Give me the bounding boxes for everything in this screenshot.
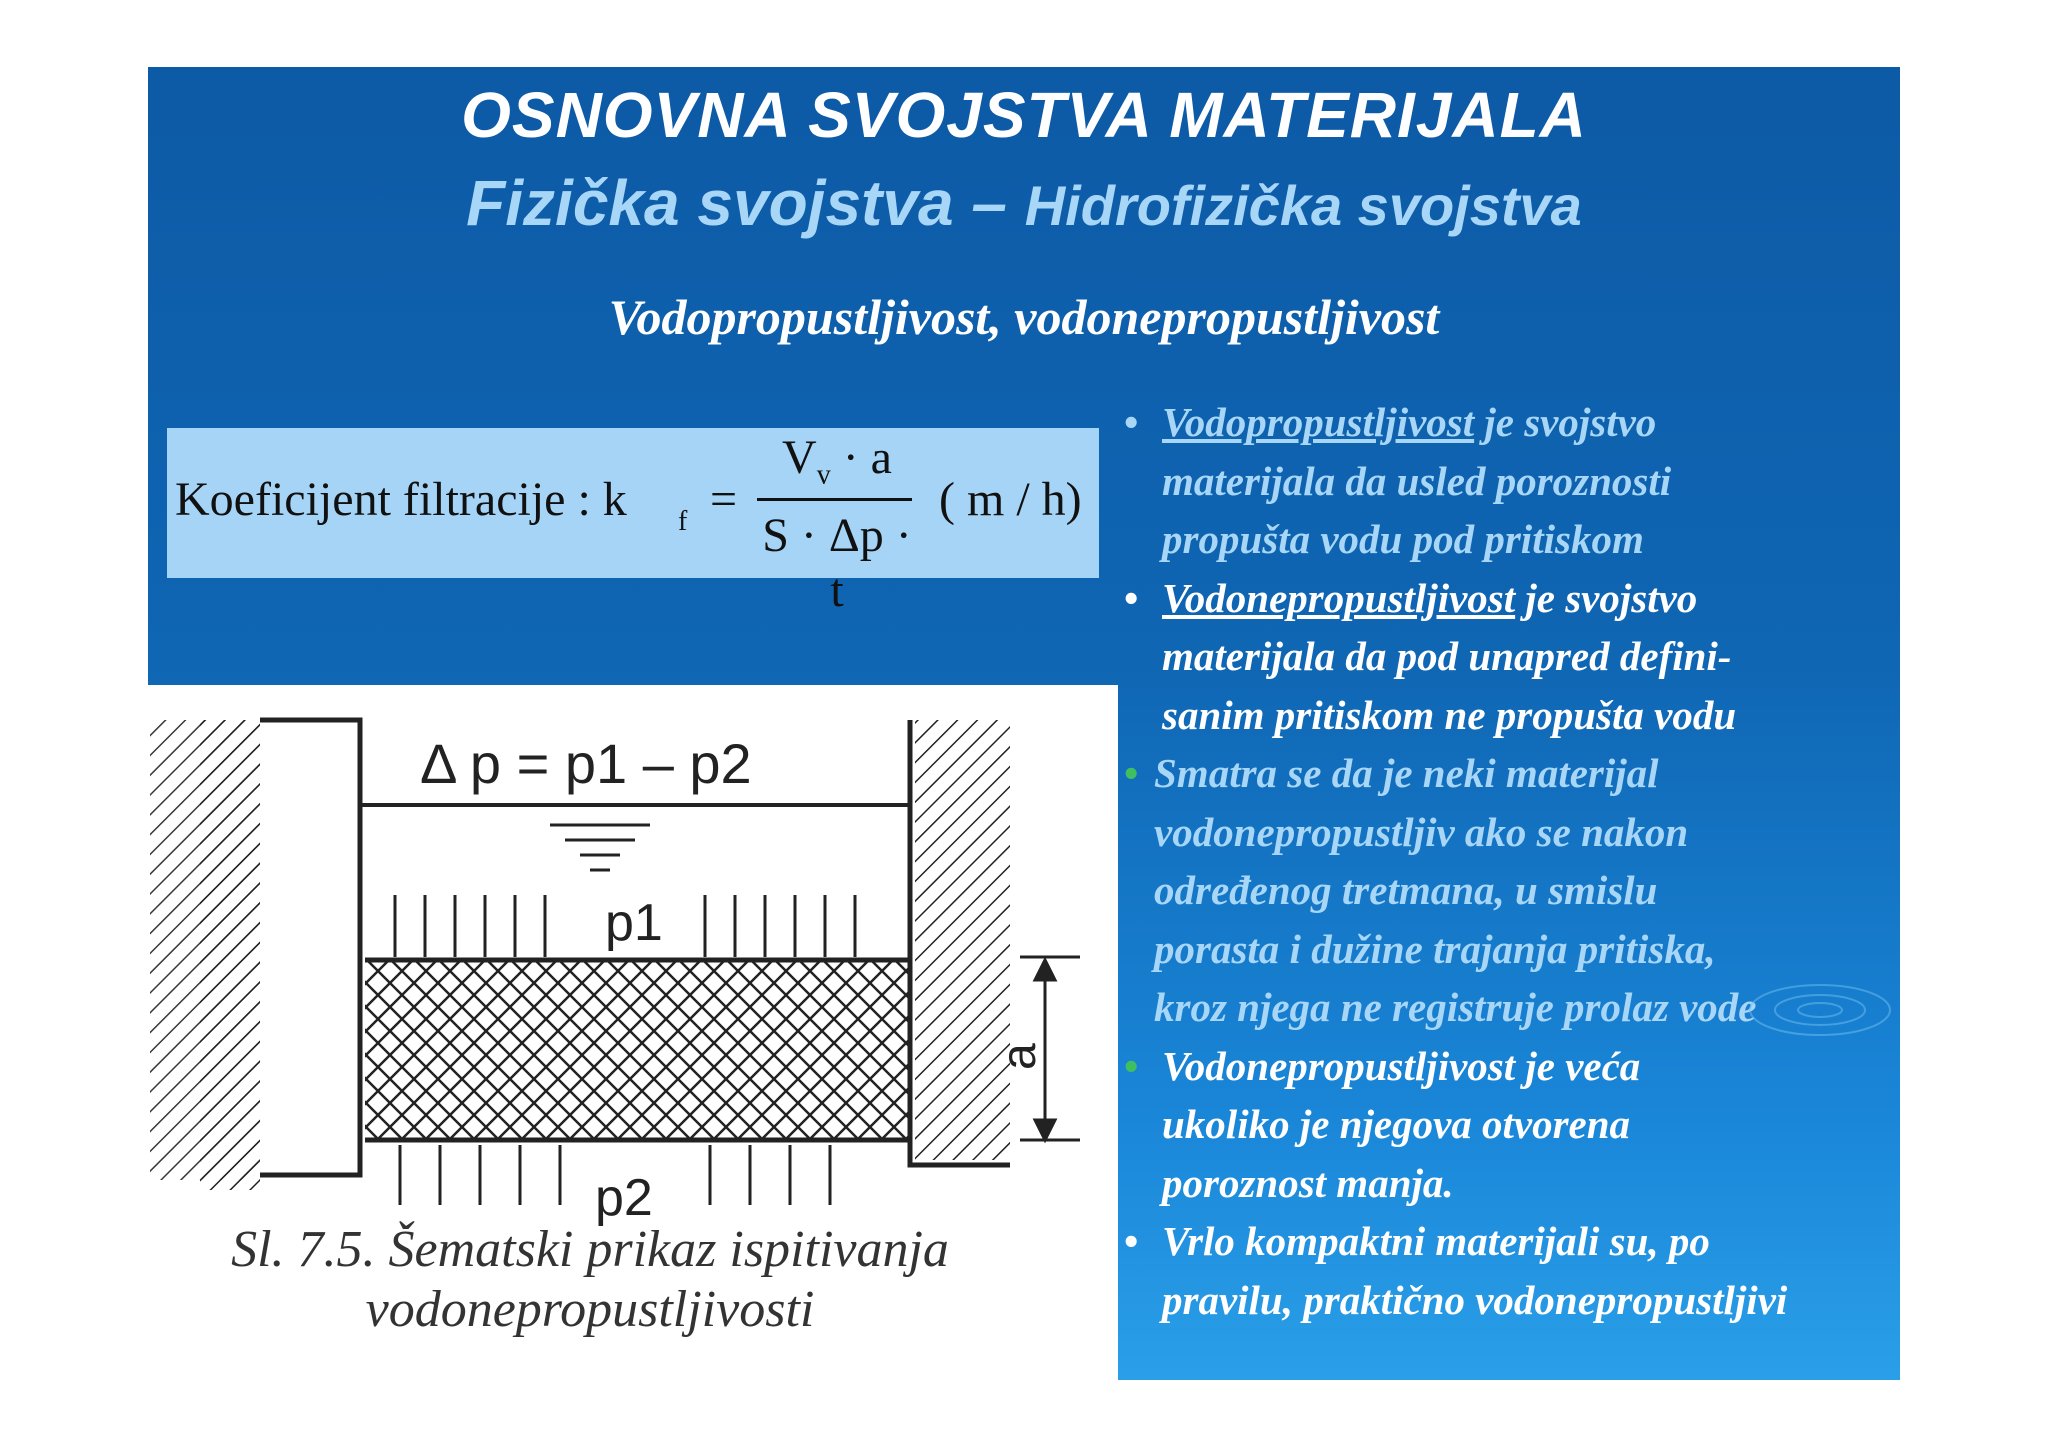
bullet-dot-icon: •: [1124, 399, 1139, 445]
water-level-icon: [550, 825, 650, 870]
bullet-dot-icon: •: [1124, 750, 1139, 796]
bullet-text: Vodonepropustljivost je veća ukoliko je njegova otvorena poroznost manja.: [1162, 1042, 1641, 1206]
numerator-main: V: [782, 431, 817, 484]
pressure-equation: Δ p = p1 – p2: [420, 732, 752, 795]
left-wall-outer-hatch: [150, 720, 260, 1180]
bullet-1: [1124, 393, 1904, 569]
bullet-2: [1124, 569, 1904, 745]
bullet-term: Vodonepropustljivost: [1162, 574, 1516, 621]
formula-numerator: [757, 430, 917, 492]
fraction-line: [757, 498, 912, 501]
bullet-dot-icon: •: [1124, 574, 1139, 621]
water-ripple-decoration: [1700, 930, 1900, 1080]
bullet-term: Vodopropustljivost: [1162, 399, 1475, 445]
material-sample: [365, 960, 910, 1140]
numerator-sub: v: [816, 459, 831, 491]
page-subtitle: [148, 166, 1900, 240]
bullet-body: je svojstvo materijala da pod unapred defini- sanim pritiskom ne propušta vodu: [1162, 574, 1737, 738]
section-heading: Vodopropustljivost, vodonepropustljivost: [608, 289, 1440, 345]
filtration-diagram: [150, 695, 1090, 1255]
bullet-text: Vrlo kompaktni materijali su, po pravilu, praktično vodonepropustljivi: [1162, 1218, 1788, 1323]
page-title: OSNOVNA SVOJSTVA MATERIJALA: [461, 79, 1587, 151]
formula-denominator: S · Δp · t: [762, 509, 912, 617]
formula-box: [167, 428, 1099, 617]
bullet-5: [1124, 1212, 1904, 1329]
formula-unit: ( m / h): [939, 473, 1082, 526]
bullet-dot-icon: •: [1124, 1218, 1139, 1264]
label-p2: p2: [595, 1169, 653, 1227]
bullet-text: [1162, 569, 1904, 745]
bullet-text: Smatra se da je neki materijal vodonepropustljiv ako se nakon određenog tretmana, u smislu porasta i dužine trajanja pritiska, kroz njega ne registruje prolaz vode: [1154, 750, 1757, 1030]
numerator-rest: · a: [830, 431, 892, 484]
bullet-dot-icon: •: [1124, 1042, 1139, 1089]
label-a: a: [993, 1043, 1046, 1070]
label-p1: p1: [605, 894, 663, 952]
right-wall-hatch: [915, 720, 1010, 1160]
subtitle-part1: Fizička svojstva –: [466, 167, 1025, 239]
bullet-body: je svojstvo materijala da usled poroznosti propušta vodu pod pritiskom: [1162, 399, 1672, 562]
figure-caption: Sl. 7.5. Šematski prikaz ispitivanja vodonepropustljivosti: [231, 1221, 949, 1338]
formula-label: Koeficijent filtracije : k: [175, 473, 627, 526]
formula-label-sub: f: [678, 506, 688, 537]
formula-equals: =: [710, 473, 738, 526]
bullet-list: [1124, 393, 1904, 1329]
bullet-text: [1162, 393, 1904, 569]
subtitle-part2: Hidrofizička svojstva: [1024, 174, 1582, 237]
left-wall-edge: [260, 720, 360, 1175]
